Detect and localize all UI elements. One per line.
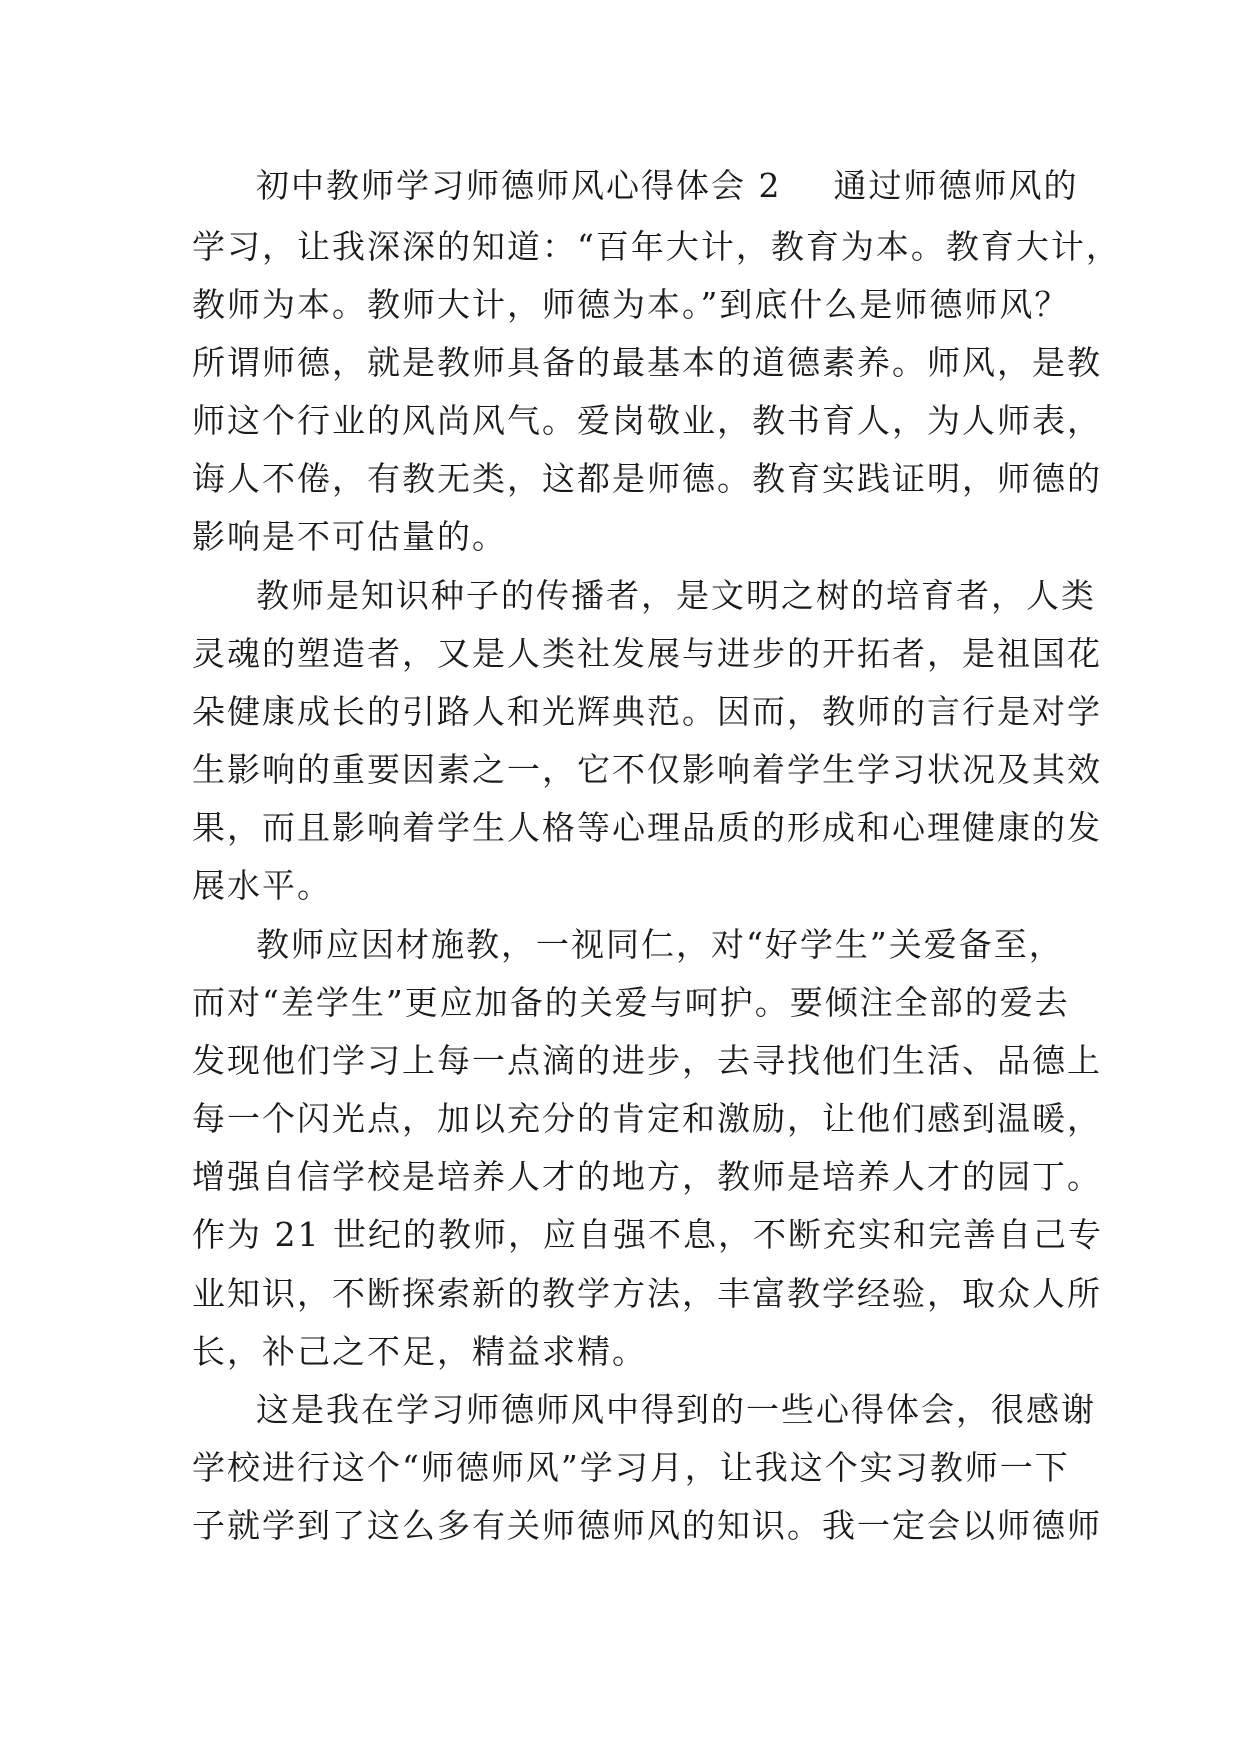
text-line: 初中教师学习师德师风心得体会 2 通过师德师风的	[256, 166, 1079, 205]
text-line: 每一个闪光点，加以充分的肯定和激励，让他们感到温暖，	[192, 1099, 1102, 1138]
document-title: 初中教师学习师德师风心得体会 2	[256, 166, 782, 205]
text-line: 作为 21 世纪的教师，应自强不息，不断充实和完善自己专	[192, 1215, 1103, 1254]
text-line: 朵健康成长的引路人和光辉典范。因而，教师的言行是对学	[192, 692, 1102, 731]
text-line: 教师应因材施教，一视同仁，对“好学生”关爱备至，	[256, 925, 1064, 964]
text-line: 果，而且影响着学生人格等心理品质的形成和心理健康的发	[192, 808, 1102, 847]
text-line: 影响是不可估量的。	[192, 517, 507, 556]
text-line: 长，补己之不足，精益求精。	[192, 1332, 647, 1371]
text-line: 发现他们学习上每一点滴的进步，去寻找他们生活、品德上	[192, 1041, 1102, 1080]
text-line: 灵魂的塑造者，又是人类社发展与进步的开拓者，是祖国花	[192, 634, 1102, 673]
text-line: 而对“差学生”更应加备的关爱与呵护。要倾注全部的爱去	[192, 983, 1070, 1022]
text-line: 这是我在学习师德师风中得到的一些心得体会，很感谢	[256, 1390, 1096, 1429]
text-line: 增强自信学校是培养人才的地方，教师是培养人才的园丁。	[192, 1157, 1102, 1196]
text-line: 教师是知识种子的传播者，是文明之树的培育者，人类	[256, 576, 1096, 615]
text-line: 业知识，不断探索新的教学方法，丰富教学经验，取众人所	[192, 1274, 1102, 1313]
text-line: 学习，让我深深的知道：“百年大计，教育为本。教育大计，	[192, 227, 1121, 266]
text-line: 生影响的重要因素之一，它不仅影响着学生学习状况及其效	[192, 750, 1102, 789]
text-line: 师这个行业的风尚风气。爱岗敬业，教书育人，为人师表，	[192, 401, 1102, 440]
text-line: 子就学到了这么多有关师德师风的知识。我一定会以师德师	[192, 1506, 1102, 1545]
text-line: 学校进行这个“师德师风”学习月，让我这个实习教师一下	[192, 1448, 1070, 1487]
text-line: 教师为本。教师大计，师德为本。”到底什么是师德师风？	[192, 285, 1070, 324]
text-line: 诲人不倦，有教无类，这都是师德。教育实践证明，师德的	[192, 459, 1102, 498]
text-line: 所谓师德，就是教师具备的最基本的道德素养。师风，是教	[192, 343, 1102, 382]
text-line: 展水平。	[192, 866, 332, 905]
